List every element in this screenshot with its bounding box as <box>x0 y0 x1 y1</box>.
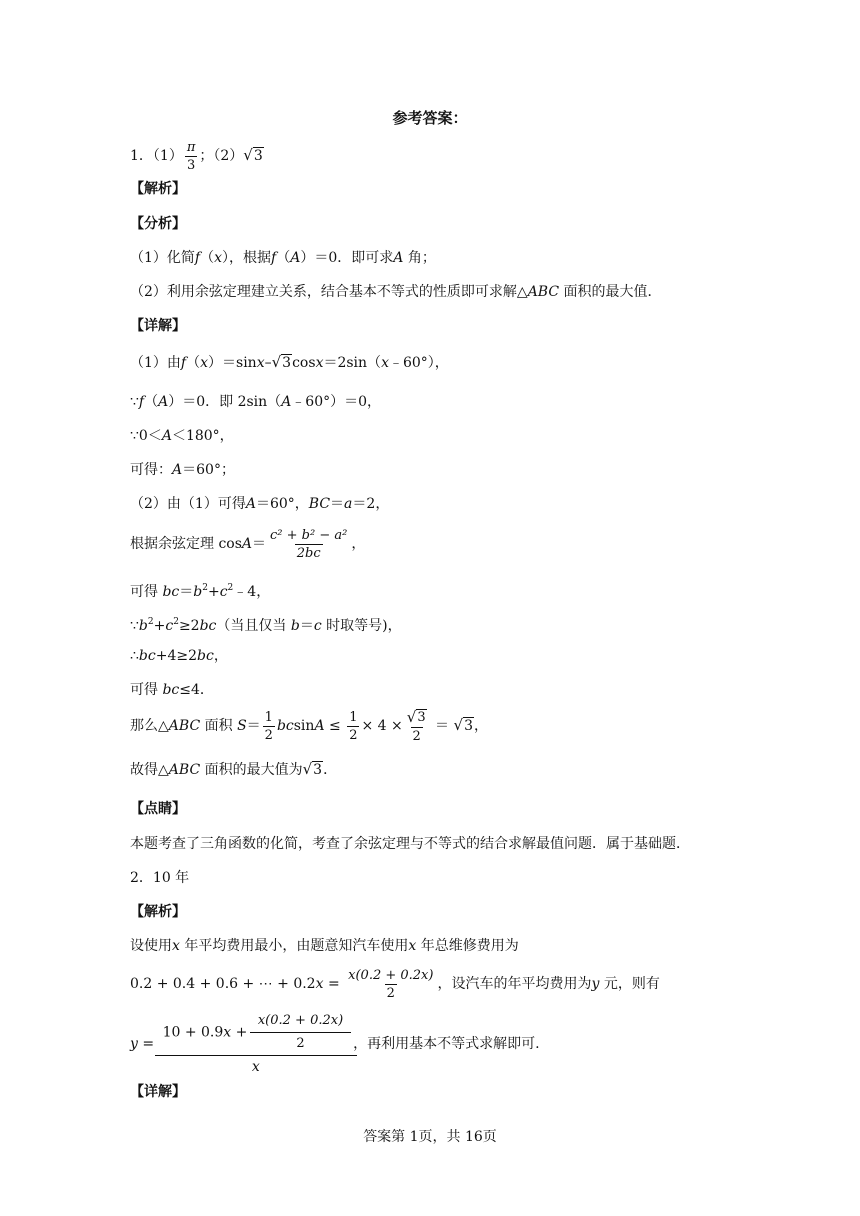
fraction-numerator: 1 <box>264 709 273 725</box>
radical-icon: √ <box>302 760 313 778</box>
half-fraction-2 <box>347 710 359 743</box>
text: 根据余弦定理 cos <box>130 536 242 552</box>
var: bc <box>199 618 217 634</box>
detail-line-12 <box>130 760 337 780</box>
var: ABC <box>168 762 201 778</box>
half-fraction <box>263 710 275 743</box>
text: 角； <box>403 250 436 266</box>
radicand: 3 <box>313 762 323 778</box>
var: A <box>290 250 301 266</box>
text: （ <box>276 250 291 266</box>
var: A <box>281 394 292 410</box>
radical-icon: √ <box>271 353 282 371</box>
text: +4≥2 <box>155 648 198 664</box>
var: bc <box>162 584 180 600</box>
text: （2）利用余弦定理建立关系，结合基本不等式的性质即可求解△ <box>130 284 528 300</box>
detail-line-11-area <box>130 706 488 746</box>
text: ． <box>323 762 338 778</box>
detail-line-2 <box>130 392 381 412</box>
text: （2）由（1）可得 <box>130 496 246 512</box>
equals: ＝ <box>246 718 261 734</box>
detail-line-3 <box>130 426 234 446</box>
therefore-symbol: ∴ <box>130 648 139 664</box>
text: 元，则有 <box>599 976 660 992</box>
fraction-numerator: π <box>186 139 196 155</box>
text: ，设汽车的年平均费用为 <box>437 976 592 992</box>
text: （ <box>200 250 215 266</box>
heading-fenxi: 【分析】 <box>130 216 186 232</box>
radicand: 3 <box>282 355 292 371</box>
var: A <box>314 718 325 734</box>
text: （当且仅当 <box>216 618 291 634</box>
text: （ <box>186 355 201 371</box>
q2-average-formula-line <box>130 1012 540 1076</box>
fraction-numerator: 1 <box>349 709 358 725</box>
fraction-denominator: 3 <box>186 157 196 173</box>
page-footer: 答案第 1页，共 16页 <box>363 1129 497 1145</box>
text: + <box>153 618 166 634</box>
detail-line-8: $\because b^2+c^2\ge 2bc$（当且仅当 b＝c 时取等号)， <box>130 617 402 634</box>
text: ＝ <box>179 584 194 600</box>
var: c <box>313 618 322 634</box>
var: x <box>408 938 417 954</box>
text: 那么△ <box>130 718 169 734</box>
text: ＝2， <box>352 496 390 512</box>
fraction-denominator: 2 <box>386 985 395 1001</box>
text: ＝60°； <box>182 462 235 478</box>
equals: ＝ <box>430 718 454 734</box>
text: ∵0＜ <box>130 428 162 444</box>
text: ﹣60°）＝0， <box>291 394 382 410</box>
var: c <box>165 618 174 634</box>
text: ＝ <box>330 496 345 512</box>
detail-line-10 <box>130 680 214 700</box>
var: b <box>290 618 300 634</box>
var: x <box>315 976 324 992</box>
text: ）＝sin <box>208 355 257 371</box>
var: bc <box>138 648 156 664</box>
heading-xiangjie: 【详解】 <box>130 318 186 334</box>
fraction-denominator: 2 <box>250 1032 351 1053</box>
summary-text: 本题考查了三角函数的化简，考查了余弦定理与不等式的结合求解最值问题．属于基础题． <box>130 836 690 852</box>
var: x <box>381 355 389 371</box>
heading-xiangjie-2: 【详解】 <box>130 1084 186 1100</box>
text: 面积的最大值． <box>559 284 662 300</box>
var: ABC <box>527 284 560 300</box>
detail-line-4 <box>130 460 235 480</box>
pi-over-3-fraction <box>185 140 198 173</box>
text: 可得 <box>130 584 163 600</box>
sqrt-3 <box>454 716 474 734</box>
text: + <box>207 584 220 600</box>
var: ABC <box>168 718 201 734</box>
var: y <box>130 1036 138 1052</box>
text: ＝2sin（ <box>323 355 382 371</box>
q1-number: 1．（1） <box>130 148 183 164</box>
sqrt-3 <box>303 760 323 778</box>
text: ﹣60°）， <box>388 355 449 371</box>
text: ， <box>213 648 228 664</box>
text: 面积 <box>200 718 238 734</box>
equals: = <box>323 976 345 992</box>
text: （1）由 <box>130 355 181 371</box>
var: A <box>241 536 253 552</box>
text: ＝ <box>299 618 314 634</box>
fraction-denominator: 2 <box>264 727 273 743</box>
var: f <box>271 250 277 266</box>
equals: = <box>137 1036 159 1052</box>
text: ， <box>351 536 366 552</box>
var: x <box>256 355 265 371</box>
radicand: 3 <box>464 718 473 734</box>
fraction-numerator <box>159 1012 354 1055</box>
q2-sum-formula-line <box>130 962 660 1006</box>
text: × 4 × <box>361 718 403 734</box>
sum-expression: 0.2 + 0.4 + 0.6 + ⋯ + 0.2 <box>130 976 316 992</box>
radicand: 3 <box>253 148 263 164</box>
text: （ <box>144 394 159 410</box>
radical-icon: √ <box>406 708 417 726</box>
text: 设使用 <box>130 938 172 954</box>
var: S <box>237 718 247 734</box>
text: ≤4． <box>179 682 214 698</box>
sqrt-3 <box>272 353 292 371</box>
fraction-numerator: x(0.2 + 0.2x) <box>257 1013 344 1028</box>
text: sin <box>293 718 315 734</box>
fraction-numerator: c² + b² − a² <box>270 527 348 543</box>
text: 年总维修费用为 <box>416 938 519 954</box>
cosine-law-fraction <box>268 528 349 561</box>
text: 10 + 0.9 <box>162 1024 224 1041</box>
text: ≤ <box>324 718 346 734</box>
fraction-numerator <box>405 708 429 727</box>
text: ﹣4， <box>233 584 271 600</box>
var: x <box>315 355 324 371</box>
var: bc <box>276 718 294 734</box>
text: ＝60°， <box>255 496 309 512</box>
detail-line-6-cosine-law <box>130 524 365 564</box>
var: y <box>591 976 600 992</box>
var: b <box>193 584 203 600</box>
var: bc <box>197 648 214 664</box>
var: f <box>194 250 201 266</box>
text: 面积的最大值为 <box>200 762 303 778</box>
text: 故得△ <box>130 762 169 778</box>
text: – <box>264 355 272 371</box>
var: x <box>214 250 223 266</box>
sqrt-3 <box>407 708 427 726</box>
heading-jiexi-2: 【解析】 <box>130 904 186 920</box>
text: ≥2 <box>178 618 200 634</box>
analysis-line-1 <box>130 248 436 268</box>
fraction-denominator: x <box>155 1055 358 1076</box>
fraction-denominator: 2bc <box>296 545 321 561</box>
fraction-denominator: 2 <box>412 729 421 744</box>
radical-icon: √ <box>243 146 253 164</box>
text: ，再利用基本不等式求解即可. <box>353 1036 540 1052</box>
var: f <box>180 355 187 371</box>
var: x <box>172 938 180 954</box>
text: ）＝0．即可求 <box>300 250 394 266</box>
var: A <box>393 250 404 266</box>
q2-answer-line: 2．10 年 <box>130 870 190 886</box>
analysis-line-2 <box>130 282 662 302</box>
page-title: 参考答案： <box>392 109 468 127</box>
sum-fraction <box>346 968 435 1001</box>
var: b <box>138 618 148 634</box>
text: ＜180°， <box>171 428 234 444</box>
var: f <box>138 394 145 410</box>
average-cost-fraction <box>159 1012 354 1076</box>
fraction-denominator: 2 <box>349 727 358 743</box>
text: 时取等号)， <box>321 618 402 634</box>
detail-line-9 <box>130 646 228 666</box>
q1-answer-line <box>130 138 264 174</box>
var: A <box>172 462 183 478</box>
inner-fraction <box>254 1012 347 1053</box>
heading-jiexi: 【解析】 <box>130 181 186 197</box>
q2-analysis-line-1 <box>130 936 519 956</box>
because-symbol: ∵ <box>130 394 139 410</box>
because-symbol: ∵ <box>130 618 139 634</box>
var: A <box>158 394 169 410</box>
detail-line-1 <box>130 353 449 373</box>
text: cos <box>292 355 316 371</box>
equals: ＝ <box>252 536 267 552</box>
text: 可得： <box>130 462 172 478</box>
detail-line-5 <box>130 494 389 514</box>
var: A <box>245 496 256 512</box>
sqrt3-over-2-fraction <box>405 708 429 744</box>
var: x <box>223 1024 232 1041</box>
text: ），根据 <box>222 250 272 266</box>
answer-separator: ；（2） <box>199 148 244 164</box>
fraction-numerator: x(0.2 + 0.2x) <box>348 967 434 983</box>
var: A <box>161 428 172 444</box>
text: + <box>231 1024 252 1041</box>
text: 可得 <box>130 682 163 698</box>
var: bc <box>162 682 180 698</box>
var: BC <box>308 496 331 512</box>
text: 年平均费用最小，由题意知汽车使用 <box>179 938 409 954</box>
heading-dianjing: 【点睛】 <box>130 801 186 817</box>
sqrt-3 <box>243 146 263 164</box>
var: x <box>200 355 209 371</box>
text: ， <box>474 718 488 734</box>
text: （1）化简 <box>130 250 195 266</box>
radical-icon: √ <box>453 716 464 734</box>
detail-line-7: 可得 $bc=b^2+c^2﹣4$， <box>130 583 271 600</box>
var: c <box>219 584 228 600</box>
var: a <box>344 496 353 512</box>
text: ）＝0．即 2sin（ <box>168 394 282 410</box>
radicand: 3 <box>417 710 426 725</box>
